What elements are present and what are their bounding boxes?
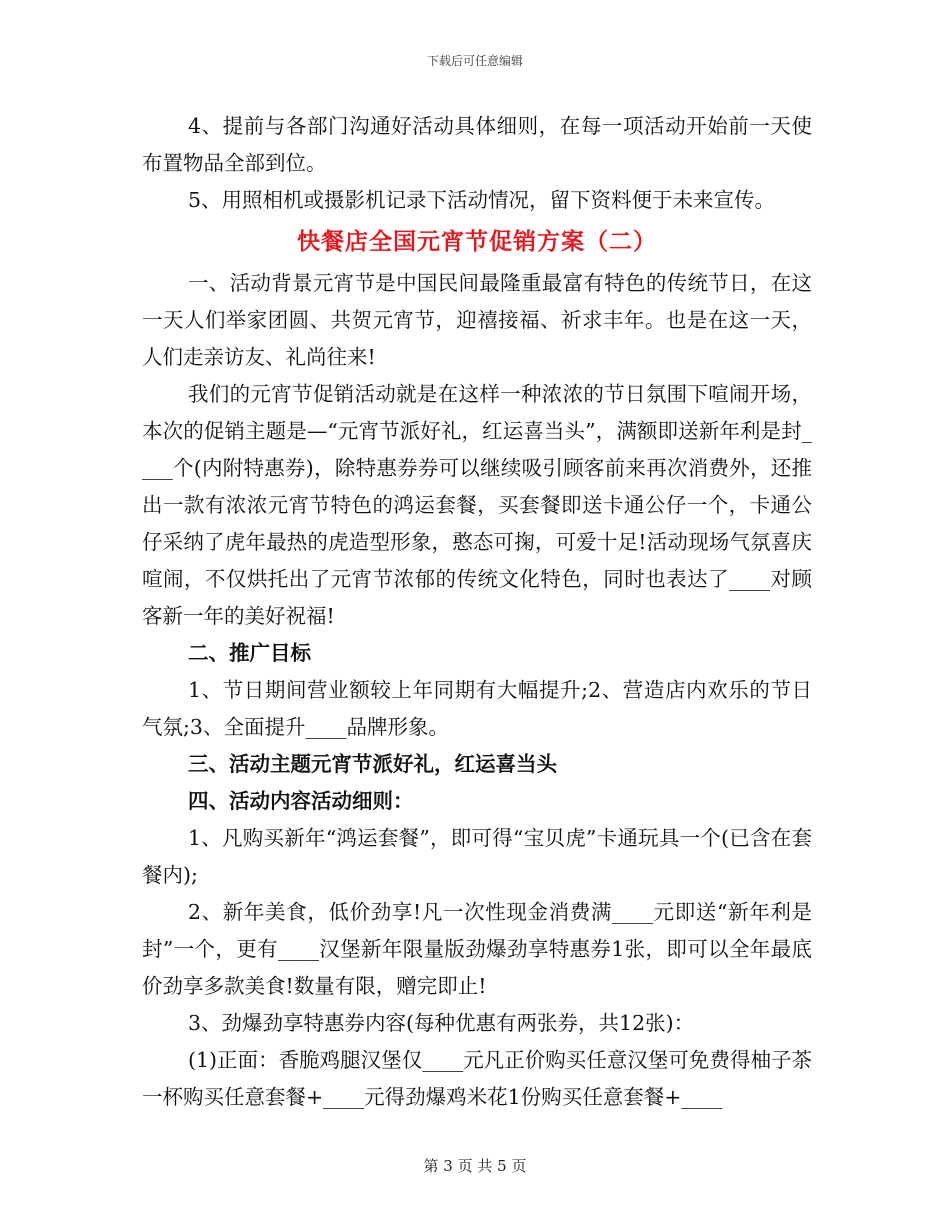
document-body — [142, 108, 812, 1116]
heading-activity-content: 四、活动内容活动细则： — [188, 789, 414, 813]
paragraph-item-4: 4、提前与各部门沟通好活动具体细则，在每一项活动开始前一天使布置物品全部到位。 — [142, 114, 812, 175]
paragraph-rule-3: 3、劲爆劲享特惠券内容(每种优惠有两张券，共12张)： — [188, 1011, 695, 1035]
document-title: 快餐店全国元宵节促销方案（二） — [297, 228, 657, 255]
paragraph-goals: 1、节日期间营业额较上年同期有大幅提升;2、营造店内欢乐的节日气氛;3、全面提升____品牌形象。 — [142, 678, 812, 739]
paragraph-rule-1: 1、凡购买新年“鸿运套餐”，即可得“宝贝虎”卡通玩具一个(已含在套餐内); — [142, 826, 812, 887]
heading-promotion-goals: 二、推广目标 — [188, 641, 311, 665]
page-number-footer: 第 3 页 共 5 页 — [423, 1157, 527, 1175]
heading-activity-theme: 三、活动主题元宵节派好礼，红运喜当头 — [188, 752, 557, 776]
paragraph-coupon-front: (1)正面：香脆鸡腿汉堡仅____元凡正价购买任意汉堡可免费得柚子茶一杯购买任意套餐+____元得劲爆鸡米花1份购买任意套餐+____ — [142, 1048, 812, 1109]
paragraph-background: 一、活动背景元宵节是中国民间最隆重最富有特色的传统节日，在这一天人们举家团圆、共贺元宵节，迎禧接福、祈求丰年。也是在这一天，人们走亲访友、礼尚往来! — [142, 271, 812, 369]
paragraph-item-5: 5、用照相机或摄影机记录下活动情况，留下资料便于未来宣传。 — [188, 188, 776, 212]
page-header-note: 下载后可任意编辑 — [426, 54, 523, 68]
paragraph-promotion-theme: 我们的元宵节促销活动就是在这样一种浓浓的节日氛围下喧闹开场，本次的促销主题是—“元宵节派好礼，红运喜当头”，满额即送新年利是封____个(内附特惠券)，除特惠券券可以继续吸引顾客前来再次消费外，还推出一款有浓浓元宵节特色的鸿运套餐，买套餐即送卡通公仔一个，卡通公仔采纳了虎年最热的虎造型形象，憨态可掬，可爱十足!活动现场气氛喜庆喧闹，不仅烘托出了元宵节浓郁的传统文化特色，同时也表达了____对顾客新一年的美好祝福! — [142, 382, 812, 628]
paragraph-rule-2: 2、新年美食，低价劲享!凡一次性现金消费满____元即送“新年利是封”一个，更有____汉堡新年限量版劲爆劲享特惠券1张，即可以全年最底价劲享多款美食!数量有限，赠完即止! — [142, 900, 812, 998]
